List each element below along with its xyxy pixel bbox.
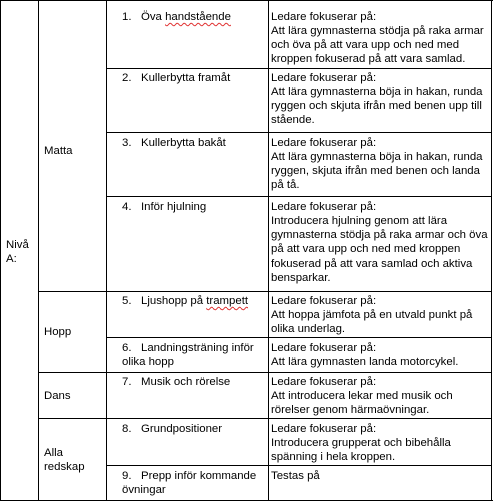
- row-divider: [106, 337, 492, 338]
- activity-name: Kullerbytta framåt: [141, 72, 231, 84]
- row-number: 9.: [122, 470, 132, 482]
- category-hopp: Hopp: [44, 326, 72, 338]
- focus-heading: Ledare fokuserar på:: [271, 137, 377, 149]
- row-divider: [38, 418, 492, 419]
- activity-name: Prepp inför kommande övningar: [122, 470, 260, 497]
- focus-description: Introducera grupperat och bibehålla spänning i hela kroppen.: [271, 437, 455, 464]
- table-border-right: [491, 0, 492, 501]
- activity-name: Inför hjulning: [141, 201, 207, 213]
- focus-description: Att lära gymnasterna böja in hakan, runda ryggen och skjuta ifrån med benen upp till stående.: [271, 86, 486, 127]
- column-divider: [106, 0, 107, 501]
- row-divider: [38, 372, 492, 373]
- category-matta: Matta: [44, 145, 73, 157]
- row-number: 2.: [122, 72, 132, 84]
- category-alla-redskap: Alla redskap: [44, 447, 85, 474]
- focus-description: Att introducera lekar med musik och rörelser genom härmaövningar.: [271, 390, 456, 417]
- row-number: 5.: [122, 295, 132, 307]
- focus-description: Att lära gymnasterna stödja på raka armar och öva på att vara upp och ned med kroppen fokuserad på att vara samlad.: [271, 25, 487, 66]
- focus-heading: Ledare fokuserar på:: [271, 376, 377, 388]
- category-dans: Dans: [44, 390, 71, 402]
- row-number: 3.: [122, 137, 132, 149]
- focus-description: Att lära gymnasterna böja in hakan, runda ryggen, skjuta ifrån med benen och landa på tå.: [271, 151, 486, 192]
- table-border-top: [0, 0, 493, 1]
- focus-heading: Ledare fokuserar på:: [271, 423, 377, 435]
- focus-heading: Ledare fokuserar på:: [271, 201, 377, 213]
- activity-name: Musik och rörelse: [141, 376, 231, 388]
- row-divider: [106, 132, 492, 133]
- focus-heading: Ledare fokuserar på:: [271, 11, 377, 23]
- column-divider: [268, 0, 269, 501]
- activity-name: Öva handstående: [141, 11, 231, 23]
- focus-description: Att lära gymnasten landa motorcykel.: [271, 356, 459, 368]
- row-number: 1.: [122, 11, 132, 23]
- row-number: 4.: [122, 201, 132, 213]
- focus-heading: Ledare fokuserar på:: [271, 72, 377, 84]
- table-border-bottom: [0, 500, 493, 501]
- activity-name: Landningsträning inför olika hopp: [122, 342, 257, 369]
- activity-name: Grundpositioner: [141, 423, 223, 435]
- row-divider: [106, 465, 492, 466]
- row-divider: [106, 68, 492, 69]
- focus-heading: Ledare fokuserar på:: [271, 342, 377, 354]
- level-label: Nivå A:: [6, 239, 32, 266]
- row-number: 7.: [122, 376, 132, 388]
- activity-name: Ljushopp på trampett: [141, 295, 249, 307]
- focus-description: Att hoppa jämfota på en utvald punkt på olika underlag.: [271, 309, 476, 336]
- focus-heading: Testas på: [271, 470, 320, 482]
- focus-description: Introducera hjulning genom att lära gymnasterna stödja på raka armar och öva på att vara upp och ned med kroppen fokuserad på att vara samlad och aktiva bensparkar.: [271, 215, 491, 284]
- row-divider: [106, 196, 492, 197]
- row-number: 6.: [122, 342, 132, 354]
- activity-name: Kullerbytta bakåt: [141, 137, 226, 149]
- row-number: 8.: [122, 423, 132, 435]
- table-border-left: [0, 0, 1, 501]
- row-divider: [38, 291, 492, 292]
- column-divider: [38, 0, 39, 501]
- focus-heading: Ledare fokuserar på:: [271, 295, 377, 307]
